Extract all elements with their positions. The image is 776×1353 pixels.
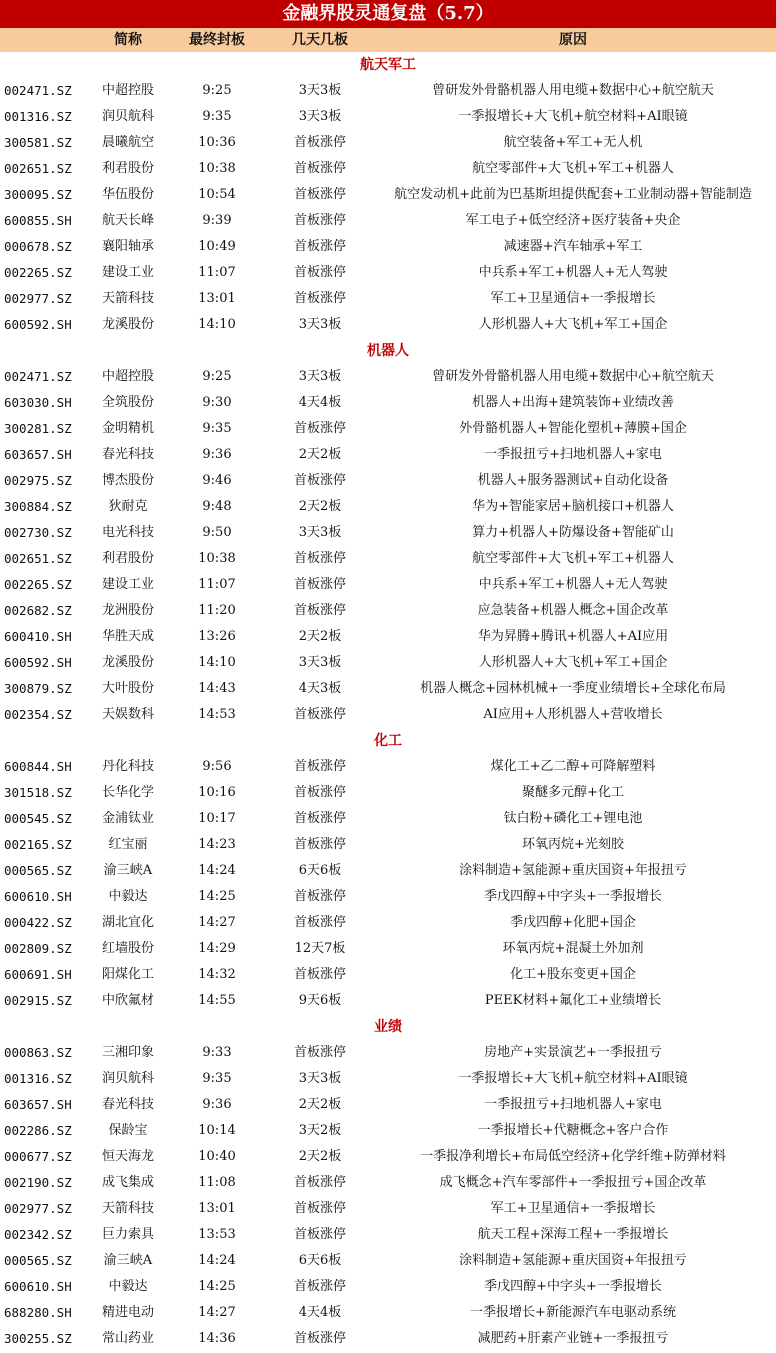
reason-cell: 季戊四醇+化肥+国企 <box>510 915 636 930</box>
final-seal-time-cell: 9:48 <box>202 499 232 514</box>
final-seal-time-cell: 10:38 <box>198 161 236 176</box>
stock-code-cell: 000678.SZ <box>4 239 72 254</box>
table-row <box>0 104 776 130</box>
final-seal-time-cell: 11:07 <box>198 577 236 592</box>
days-boards-cell: 4天4板 <box>298 395 342 410</box>
table-row <box>0 962 776 988</box>
table-row <box>0 520 776 546</box>
final-seal-time-cell: 13:01 <box>198 1201 236 1216</box>
stock-name-cell: 华胜天成 <box>101 629 154 644</box>
reason-cell: 环氧丙烷+光刻胶 <box>522 837 624 852</box>
final-seal-time-cell: 14:25 <box>198 1279 236 1294</box>
table-row <box>0 494 776 520</box>
days-boards-cell: 3天3板 <box>298 655 342 670</box>
table-row <box>0 1326 776 1352</box>
stock-code-cell: 000565.SZ <box>4 863 72 878</box>
days-boards-cell: 2天2板 <box>298 1097 342 1112</box>
final-seal-time-cell: 9:36 <box>202 1097 232 1112</box>
stock-code-cell: 002977.SZ <box>4 291 72 306</box>
sheet-title: 金融界股灵通复盘（5.7） <box>0 0 776 28</box>
table-row <box>0 260 776 286</box>
stock-name-cell: 天娱数科 <box>101 707 154 722</box>
days-boards-cell: 2天2板 <box>298 447 342 462</box>
days-boards-cell: 3天2板 <box>298 1123 342 1138</box>
header-days-boards: 几天几板 <box>292 32 348 48</box>
table-row <box>0 676 776 702</box>
table-row <box>0 806 776 832</box>
reason-cell: 华为+智能家居+脑机接口+机器人 <box>472 499 674 514</box>
final-seal-time-cell: 10:14 <box>198 1123 236 1138</box>
reason-cell: 环氧丙烷+混凝土外加剂 <box>502 941 644 956</box>
stock-code-cell: 600410.SH <box>4 629 72 644</box>
stock-name-cell: 晨曦航空 <box>101 135 154 150</box>
days-boards-cell: 首板涨停 <box>293 239 346 254</box>
reason-cell: 涂料制造+氢能源+重庆国资+年报扭亏 <box>459 863 687 878</box>
table-row <box>0 1248 776 1274</box>
stock-code-cell: 600610.SH <box>4 889 72 904</box>
final-seal-time-cell: 14:53 <box>198 707 236 722</box>
stock-code-cell: 002915.SZ <box>4 993 72 1008</box>
days-boards-cell: 6天6板 <box>298 1253 342 1268</box>
days-boards-cell: 3天3板 <box>298 369 342 384</box>
reason-cell: 季戊四醇+中字头+一季报增长 <box>484 889 662 904</box>
reason-cell: 一季报增长+新能源汽车电驱动系统 <box>470 1305 676 1320</box>
stock-code-cell: 300255.SZ <box>4 1331 72 1346</box>
stock-code-cell: 000677.SZ <box>4 1149 72 1164</box>
stock-name-cell: 渝三峡A <box>103 1253 153 1268</box>
final-seal-time-cell: 14:32 <box>198 967 236 982</box>
days-boards-cell: 首板涨停 <box>293 291 346 306</box>
stock-code-cell: 002265.SZ <box>4 265 72 280</box>
stock-code-cell: 600592.SH <box>4 317 72 332</box>
days-boards-cell: 首板涨停 <box>293 837 346 852</box>
stock-code-cell: 603657.SH <box>4 1097 72 1112</box>
table-row <box>0 1300 776 1326</box>
reason-cell: 一季报增长+代糖概念+客户合作 <box>477 1123 669 1138</box>
reason-cell: 机器人概念+园林机械+一季度业绩增长+全球化布局 <box>420 681 726 696</box>
stock-name-cell: 博杰股份 <box>101 473 154 488</box>
reason-cell: 外骨骼机器人+智能化塑机+薄膜+国企 <box>459 421 687 436</box>
final-seal-time-cell: 10:16 <box>198 785 236 800</box>
final-seal-time-cell: 14:55 <box>198 993 236 1008</box>
stock-code-cell: 000863.SZ <box>4 1045 72 1060</box>
reason-cell: 一季报扭亏+扫地机器人+家电 <box>484 1097 662 1112</box>
days-boards-cell: 12天7板 <box>294 941 346 956</box>
reason-cell: 航空零部件+大飞机+军工+机器人 <box>472 551 674 566</box>
table-row <box>0 1040 776 1066</box>
section-title: 航天军工 <box>360 57 416 73</box>
days-boards-cell: 4天4板 <box>298 1305 342 1320</box>
final-seal-time-cell: 10:40 <box>198 1149 236 1164</box>
days-boards-cell: 3天3板 <box>298 317 342 332</box>
reason-cell: 涂料制造+氢能源+重庆国资+年报扭亏 <box>459 1253 687 1268</box>
stock-code-cell: 002471.SZ <box>4 83 72 98</box>
stock-name-cell: 中超控股 <box>101 369 154 384</box>
reason-cell: 曾研发外骨骼机器人用电缆+数据中心+航空航天 <box>432 83 714 98</box>
final-seal-time-cell: 14:27 <box>198 915 236 930</box>
final-seal-time-cell: 9:35 <box>202 421 232 436</box>
table-row <box>0 598 776 624</box>
reason-cell: 机器人+服务器测试+自动化设备 <box>477 473 669 488</box>
table-row <box>0 156 776 182</box>
header-final-seal-time: 最终封板 <box>189 32 245 48</box>
final-seal-time-cell: 9:50 <box>202 525 232 540</box>
final-seal-time-cell: 9:33 <box>202 1045 232 1060</box>
table-row <box>0 988 776 1014</box>
stock-code-cell: 603657.SH <box>4 447 72 462</box>
reason-cell: 人形机器人+大飞机+军工+国企 <box>478 317 668 332</box>
days-boards-cell: 首板涨停 <box>293 811 346 826</box>
final-seal-time-cell: 14:24 <box>198 1253 236 1268</box>
final-seal-time-cell: 11:20 <box>198 603 236 618</box>
table-row <box>0 832 776 858</box>
stock-name-cell: 金明精机 <box>101 421 154 436</box>
stock-code-cell: 001316.SZ <box>4 109 72 124</box>
stock-code-cell: 300095.SZ <box>4 187 72 202</box>
stock-code-cell: 300581.SZ <box>4 135 72 150</box>
stock-code-cell: 002975.SZ <box>4 473 72 488</box>
stock-name-cell: 长华化学 <box>101 785 154 800</box>
stock-code-cell: 002354.SZ <box>4 707 72 722</box>
reason-cell: 钛白粉+磷化工+锂电池 <box>503 811 643 826</box>
reason-cell: PEEK材料+氟化工+业绩增长 <box>484 993 662 1008</box>
table-row <box>0 286 776 312</box>
stock-code-cell: 600592.SH <box>4 655 72 670</box>
stock-name-cell: 丹化科技 <box>101 759 154 774</box>
days-boards-cell: 3天3板 <box>298 1071 342 1086</box>
days-boards-cell: 首板涨停 <box>293 1201 346 1216</box>
stock-code-cell: 000422.SZ <box>4 915 72 930</box>
stock-name-cell: 中毅达 <box>108 889 148 904</box>
reason-cell: 应急装备+机器人概念+国企改革 <box>477 603 669 618</box>
days-boards-cell: 首板涨停 <box>293 1279 346 1294</box>
stock-name-cell: 常山药业 <box>101 1331 154 1346</box>
reason-cell: 季戊四醇+中字头+一季报增长 <box>484 1279 662 1294</box>
stock-code-cell: 002730.SZ <box>4 525 72 540</box>
stock-code-cell: 002651.SZ <box>4 551 72 566</box>
stock-code-cell: 002286.SZ <box>4 1123 72 1138</box>
final-seal-time-cell: 14:10 <box>198 317 236 332</box>
stock-name-cell: 金浦钛业 <box>101 811 154 826</box>
reason-cell: 化工+股东变更+国企 <box>510 967 636 982</box>
days-boards-cell: 首板涨停 <box>293 785 346 800</box>
table-row <box>0 130 776 156</box>
final-seal-time-cell: 14:36 <box>198 1331 236 1346</box>
stock-name-cell: 电光科技 <box>101 525 154 540</box>
stock-code-cell: 600844.SH <box>4 759 72 774</box>
stock-name-cell: 三湘印象 <box>101 1045 154 1060</box>
reason-cell: 机器人+出海+建筑装饰+业绩改善 <box>472 395 674 410</box>
final-seal-time-cell: 14:24 <box>198 863 236 878</box>
stock-code-cell: 002682.SZ <box>4 603 72 618</box>
stock-name-cell: 全筑股份 <box>101 395 154 410</box>
stock-name-cell: 渝三峡A <box>103 863 153 878</box>
stock-name-cell: 巨力索具 <box>101 1227 154 1242</box>
final-seal-time-cell: 10:54 <box>198 187 236 202</box>
table-row <box>0 78 776 104</box>
stock-name-cell: 利君股份 <box>101 161 154 176</box>
final-seal-time-cell: 9:25 <box>202 83 232 98</box>
reason-cell: 一季报扭亏+扫地机器人+家电 <box>484 447 662 462</box>
table-row <box>0 754 776 780</box>
table-row <box>0 312 776 338</box>
stock-code-cell: 000565.SZ <box>4 1253 72 1268</box>
reason-cell: 减速器+汽车轴承+军工 <box>503 239 643 254</box>
section-title: 机器人 <box>367 343 409 359</box>
days-boards-cell: 首板涨停 <box>293 603 346 618</box>
section-title: 业绩 <box>374 1019 402 1035</box>
table-row <box>0 468 776 494</box>
stock-code-cell: 300879.SZ <box>4 681 72 696</box>
days-boards-cell: 首板涨停 <box>293 967 346 982</box>
final-seal-time-cell: 9:46 <box>202 473 232 488</box>
table-row <box>0 650 776 676</box>
stock-name-cell: 保龄宝 <box>108 1123 148 1138</box>
stock-name-cell: 红墙股份 <box>101 941 154 956</box>
final-seal-time-cell: 14:25 <box>198 889 236 904</box>
final-seal-time-cell: 9:39 <box>202 213 232 228</box>
stock-code-cell: 002190.SZ <box>4 1175 72 1190</box>
final-seal-time-cell: 9:35 <box>202 1071 232 1086</box>
days-boards-cell: 2天2板 <box>298 629 342 644</box>
table-row <box>0 1118 776 1144</box>
days-boards-cell: 首板涨停 <box>293 915 346 930</box>
stock-name-cell: 润贝航科 <box>101 109 154 124</box>
stock-code-cell: 000545.SZ <box>4 811 72 826</box>
days-boards-cell: 3天3板 <box>298 525 342 540</box>
days-boards-cell: 首板涨停 <box>293 759 346 774</box>
reason-cell: 算力+机器人+防爆设备+智能矿山 <box>472 525 674 540</box>
reason-cell: 一季报净利增长+布局低空经济+化学纤维+防弹材料 <box>420 1149 726 1164</box>
stock-code-cell: 001316.SZ <box>4 1071 72 1086</box>
stock-name-cell: 湖北宜化 <box>101 915 154 930</box>
stock-name-cell: 狄耐克 <box>108 499 148 514</box>
stock-name-cell: 航天长峰 <box>101 213 154 228</box>
stock-name-cell: 华伍股份 <box>101 187 154 202</box>
reason-cell: 成飞概念+汽车零部件+一季报扭亏+国企改革 <box>439 1175 707 1190</box>
final-seal-time-cell: 11:07 <box>198 265 236 280</box>
stock-name-cell: 阳煤化工 <box>101 967 154 982</box>
stock-code-cell: 600610.SH <box>4 1279 72 1294</box>
final-seal-time-cell: 14:29 <box>198 941 236 956</box>
days-boards-cell: 首板涨停 <box>293 161 346 176</box>
final-seal-time-cell: 14:23 <box>198 837 236 852</box>
stock-name-cell: 襄阳轴承 <box>101 239 154 254</box>
table-row <box>0 208 776 234</box>
stock-code-cell: 603030.SH <box>4 395 72 410</box>
days-boards-cell: 首板涨停 <box>293 889 346 904</box>
final-seal-time-cell: 14:10 <box>198 655 236 670</box>
days-boards-cell: 首板涨停 <box>293 1045 346 1060</box>
table-row <box>0 1170 776 1196</box>
days-boards-cell: 首板涨停 <box>293 1227 346 1242</box>
final-seal-time-cell: 9:56 <box>202 759 232 774</box>
stock-code-cell: 002977.SZ <box>4 1201 72 1216</box>
table-row <box>0 624 776 650</box>
reason-cell: 减肥药+肝素产业链+一季报扭亏 <box>477 1331 669 1346</box>
table-row <box>0 390 776 416</box>
stock-name-cell: 利君股份 <box>101 551 154 566</box>
header-reason: 原因 <box>559 32 587 48</box>
stock-name-cell: 天箭科技 <box>101 1201 154 1216</box>
stock-name-cell: 中欣氟材 <box>101 993 154 1008</box>
table-row <box>0 910 776 936</box>
stock-name-cell: 中超控股 <box>101 83 154 98</box>
stock-name-cell: 龙洲股份 <box>101 603 154 618</box>
sections-container <box>0 52 776 1352</box>
column-header-row <box>0 28 776 52</box>
final-seal-time-cell: 10:49 <box>198 239 236 254</box>
final-seal-time-cell: 9:25 <box>202 369 232 384</box>
days-boards-cell: 首板涨停 <box>293 551 346 566</box>
days-boards-cell: 4天3板 <box>298 681 342 696</box>
final-seal-time-cell: 10:38 <box>198 551 236 566</box>
days-boards-cell: 首板涨停 <box>293 187 346 202</box>
table-row <box>0 364 776 390</box>
reason-cell: 中兵系+军工+机器人+无人驾驶 <box>478 577 668 592</box>
table-row <box>0 858 776 884</box>
stock-code-cell: 600855.SH <box>4 213 72 228</box>
stock-name-cell: 成飞集成 <box>101 1175 154 1190</box>
reason-cell: 航空发动机+此前为巴基斯坦提供配套+工业制动器+智能制造 <box>394 187 752 202</box>
stock-code-cell: 002265.SZ <box>4 577 72 592</box>
stock-name-cell: 天箭科技 <box>101 291 154 306</box>
table-row <box>0 884 776 910</box>
table-row <box>0 702 776 728</box>
section-title: 化工 <box>374 733 402 749</box>
reason-cell: 军工+卫星通信+一季报增长 <box>490 1201 656 1216</box>
table-row <box>0 442 776 468</box>
final-seal-time-cell: 11:08 <box>198 1175 236 1190</box>
days-boards-cell: 首板涨停 <box>293 421 346 436</box>
table-row <box>0 572 776 598</box>
reason-cell: 人形机器人+大飞机+军工+国企 <box>478 655 668 670</box>
header-name: 简称 <box>114 32 142 48</box>
stock-code-cell: 300884.SZ <box>4 499 72 514</box>
table-row <box>0 1222 776 1248</box>
days-boards-cell: 首板涨停 <box>293 135 346 150</box>
reason-cell: 航空零部件+大飞机+军工+机器人 <box>472 161 674 176</box>
reason-cell: AI应用+人形机器人+营收增长 <box>483 707 663 722</box>
final-seal-time-cell: 10:36 <box>198 135 236 150</box>
table-row <box>0 416 776 442</box>
reason-cell: 航天工程+深海工程+一季报增长 <box>477 1227 669 1242</box>
reason-cell: 煤化工+乙二醇+可降解塑料 <box>490 759 656 774</box>
final-seal-time-cell: 13:01 <box>198 291 236 306</box>
table-row <box>0 1144 776 1170</box>
stock-code-cell: 688280.SH <box>4 1305 72 1320</box>
final-seal-time-cell: 13:53 <box>198 1227 236 1242</box>
reason-cell: 军工+卫星通信+一季报增长 <box>490 291 656 306</box>
days-boards-cell: 2天2板 <box>298 1149 342 1164</box>
stock-code-cell: 002165.SZ <box>4 837 72 852</box>
stock-code-cell: 300281.SZ <box>4 421 72 436</box>
table-row <box>0 1092 776 1118</box>
reason-cell: 军工电子+低空经济+医疗装备+央企 <box>465 213 681 228</box>
reason-cell: 一季报增长+大飞机+航空材料+AI眼镜 <box>458 109 688 124</box>
table-row <box>0 780 776 806</box>
final-seal-time-cell: 9:35 <box>202 109 232 124</box>
days-boards-cell: 首板涨停 <box>293 473 346 488</box>
stock-code-cell: 002471.SZ <box>4 369 72 384</box>
days-boards-cell: 首板涨停 <box>293 1175 346 1190</box>
reason-cell: 聚醚多元醇+化工 <box>522 785 624 800</box>
table-row <box>0 936 776 962</box>
final-seal-time-cell: 9:30 <box>202 395 232 410</box>
stock-code-cell: 002651.SZ <box>4 161 72 176</box>
final-seal-time-cell: 14:43 <box>198 681 236 696</box>
final-seal-time-cell: 14:27 <box>198 1305 236 1320</box>
days-boards-cell: 6天6板 <box>298 863 342 878</box>
table-row <box>0 182 776 208</box>
days-boards-cell: 首板涨停 <box>293 577 346 592</box>
days-boards-cell: 3天3板 <box>298 109 342 124</box>
stock-name-cell: 春光科技 <box>101 1097 154 1112</box>
reason-cell: 曾研发外骨骼机器人用电缆+数据中心+航空航天 <box>432 369 714 384</box>
stock-name-cell: 大叶股份 <box>101 681 154 696</box>
table-row <box>0 1196 776 1222</box>
reason-cell: 房地产+实景演艺+一季报扭亏 <box>484 1045 662 1060</box>
days-boards-cell: 首板涨停 <box>293 213 346 228</box>
days-boards-cell: 2天2板 <box>298 499 342 514</box>
stock-name-cell: 精进电动 <box>101 1305 154 1320</box>
stock-name-cell: 龙溪股份 <box>101 655 154 670</box>
reason-cell: 中兵系+军工+机器人+无人驾驶 <box>478 265 668 280</box>
days-boards-cell: 首板涨停 <box>293 265 346 280</box>
reason-cell: 华为昇腾+腾讯+机器人+AI应用 <box>477 629 669 644</box>
days-boards-cell: 首板涨停 <box>293 1331 346 1346</box>
table-row <box>0 546 776 572</box>
stock-code-cell: 002809.SZ <box>4 941 72 956</box>
stock-name-cell: 润贝航科 <box>101 1071 154 1086</box>
reason-cell: 航空装备+军工+无人机 <box>503 135 643 150</box>
stock-name-cell: 红宝丽 <box>108 837 148 852</box>
final-seal-time-cell: 13:26 <box>198 629 236 644</box>
stock-code-cell: 600691.SH <box>4 967 72 982</box>
stock-name-cell: 春光科技 <box>101 447 154 462</box>
days-boards-cell: 首板涨停 <box>293 707 346 722</box>
stock-name-cell: 恒天海龙 <box>101 1149 154 1164</box>
days-boards-cell: 9天6板 <box>298 993 342 1008</box>
stock-name-cell: 建设工业 <box>101 577 154 592</box>
reason-cell: 一季报增长+大飞机+航空材料+AI眼镜 <box>458 1071 688 1086</box>
table-row <box>0 1066 776 1092</box>
days-boards-cell: 3天3板 <box>298 83 342 98</box>
stock-name-cell: 龙溪股份 <box>101 317 154 332</box>
final-seal-time-cell: 10:17 <box>198 811 236 826</box>
table-row <box>0 1274 776 1300</box>
stock-code-cell: 301518.SZ <box>4 785 72 800</box>
header-code <box>0 28 92 52</box>
table-row <box>0 234 776 260</box>
stock-name-cell: 中毅达 <box>108 1279 148 1294</box>
final-seal-time-cell: 9:36 <box>202 447 232 462</box>
stock-code-cell: 002342.SZ <box>4 1227 72 1242</box>
stock-name-cell: 建设工业 <box>101 265 154 280</box>
